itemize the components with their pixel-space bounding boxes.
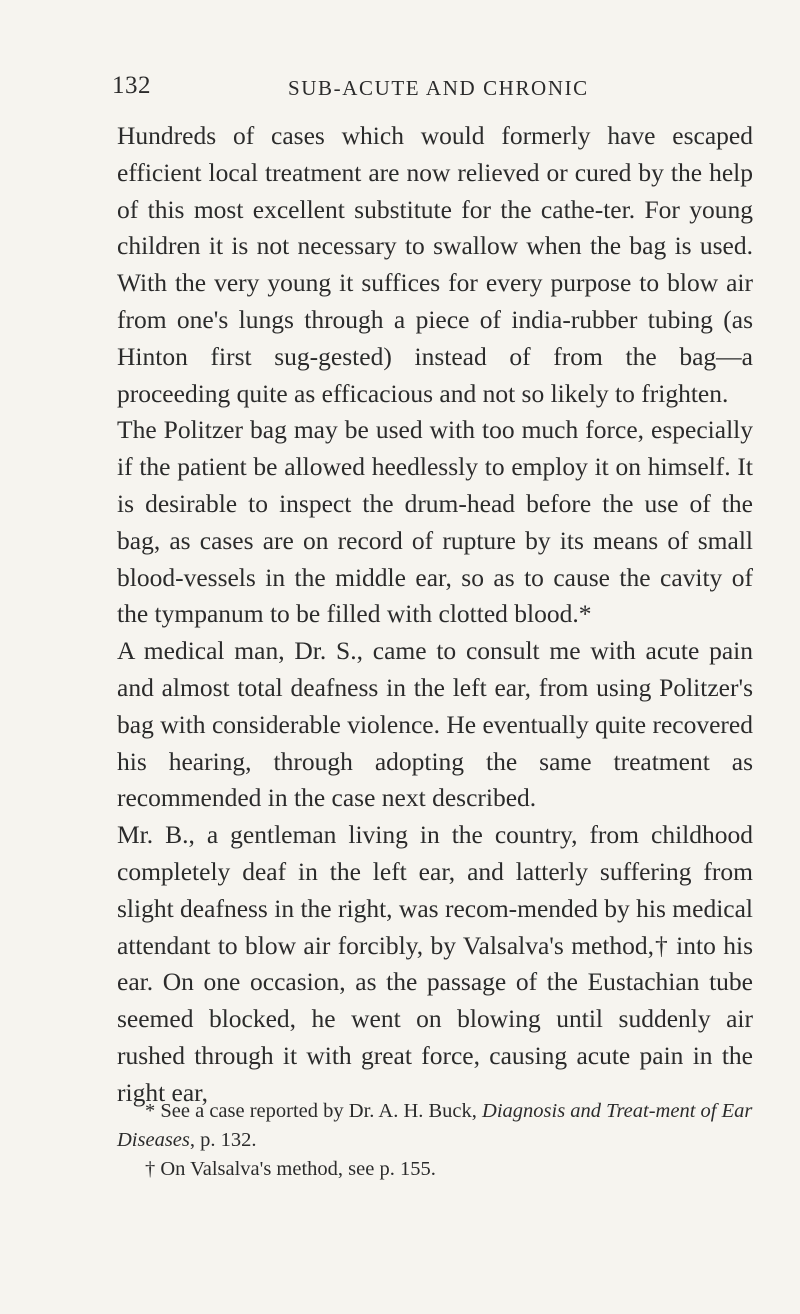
paragraph-2: The Politzer bag may be used with too much force, especially if the patient be allowed heedlessly to employ it on himself. It is desirable to inspect the drum-head before the use of the bag, as cases are on record of rupture by its means of small blood-vessels in the middle ear, so as to cause the cavity of the tympanum to be filled with clotted blood.* xyxy=(117,415,753,629)
footnote-1-title: Diagnosis and Treat-ment of Ear Diseases xyxy=(117,1100,753,1151)
footnote-2: † On Valsalva's method, see p. 155. xyxy=(145,1158,436,1180)
body-text xyxy=(117,118,753,1112)
running-head: SUB-ACUTE AND CHRONIC xyxy=(288,76,589,100)
footnote-1-prefix: * See a case reported by Dr. A. H. Buck, xyxy=(145,1100,483,1122)
paragraph-1: Hundreds of cases which would formerly have escaped efficient local treatment are now relieved or cured by the help of this most excellent substitute for the cathe-ter. For young children it is not necessary to swallow when the bag is used. With the very young it suffices for every purpose to blow air from one's lungs through a piece of india-rubber tubing (as Hinton first sug-gested) instead of from the bag—a proceeding quite as efficacious and not so likely to frighten. xyxy=(117,121,753,408)
footnote-1 xyxy=(117,1097,753,1155)
page-number: 132 xyxy=(112,72,151,99)
footnote-1-suffix: , p. 132. xyxy=(189,1129,257,1151)
paragraph-4: Mr. B., a gentleman living in the country, from childhood completely deaf in the left ear, and latterly suffering from slight deafness in the right, was recom-mended by his medical attendant to blow air forcibly, by Valsalva's method,† into his ear. On one occasion, as the passage of the Eustachian tube seemed blocked, he went on blowing until suddenly air rushed through it with great force, causing acute pain in the right ear, xyxy=(117,820,753,1107)
page-header xyxy=(112,72,752,108)
paragraph-3: A medical man, Dr. S., came to consult me with acute pain and almost total deafness in the left ear, from using Politzer's bag with considerable violence. He eventually quite recovered his hearing, through adopting the same treatment as recommended in the case next described. xyxy=(117,636,753,813)
footnotes xyxy=(117,1097,753,1184)
